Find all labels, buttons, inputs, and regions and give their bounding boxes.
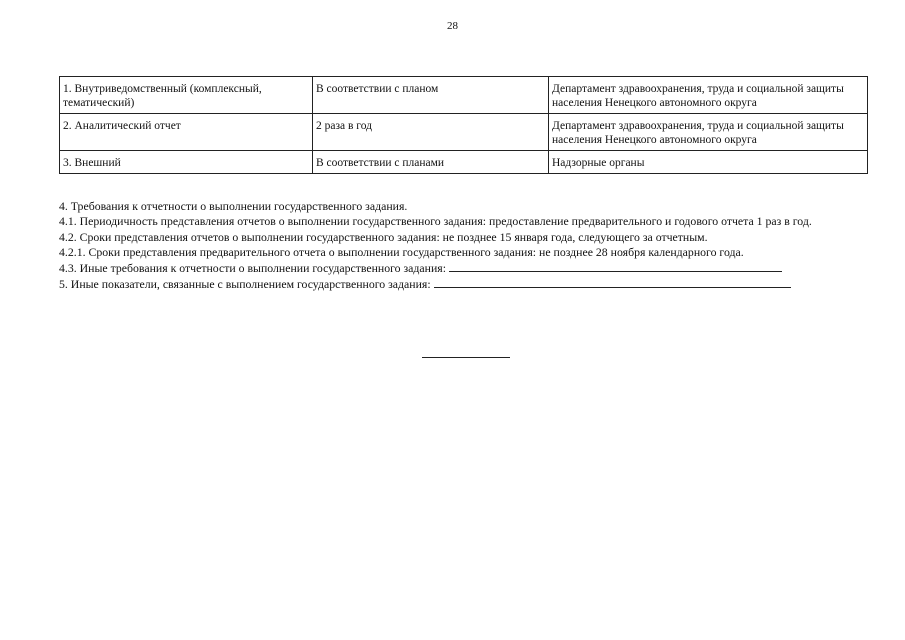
table-row bbox=[60, 77, 868, 114]
end-separator-line bbox=[422, 357, 510, 358]
page-number: 28 bbox=[447, 20, 458, 32]
control-executor-cell: Надзорные органы bbox=[549, 151, 868, 174]
table-row bbox=[60, 151, 868, 174]
control-frequency-cell: В соответствии с планом bbox=[313, 77, 549, 114]
control-form-cell: 2. Аналитический отчет bbox=[60, 114, 313, 151]
control-form-cell: 3. Внешний bbox=[60, 151, 313, 174]
requirement-4-1: 4.1. Периодичность представления отчетов о выполнении государственного задания: предоставление предварительного и годового отчета 1 раз в год. bbox=[59, 214, 812, 229]
blank-fill-line bbox=[449, 260, 782, 272]
table-row bbox=[60, 114, 868, 151]
blank-fill-line bbox=[434, 276, 791, 288]
requirement-4: 4. Требования к отчетности о выполнении государственного задания. bbox=[59, 199, 408, 213]
requirement-4-3 bbox=[59, 260, 868, 276]
requirement-5-text: 5. Иные показатели, связанные с выполнением государственного задания: bbox=[59, 277, 431, 292]
control-executor-cell: Департамент здравоохранения, труда и социальной защиты населения Ненецкого автономного округа bbox=[549, 114, 868, 151]
requirements-section bbox=[59, 199, 868, 293]
requirement-4-2-1: 4.2.1. Сроки представления предварительного отчета о выполнении государственного задания: не позднее 28 ноября календарного года. bbox=[59, 244, 744, 259]
control-executor-cell: Департамент здравоохранения, труда и социальной защиты населения Ненецкого автономного округа bbox=[549, 77, 868, 114]
requirement-5 bbox=[59, 276, 868, 292]
requirement-4-2: 4.2. Сроки представления отчетов о выполнении государственного задания: не позднее 15 января года, следующего за отчетным. bbox=[59, 229, 708, 244]
control-frequency-cell: В соответствии с планами bbox=[313, 151, 549, 174]
requirement-4-3-text: 4.3. Иные требования к отчетности о выполнении государственного задания: bbox=[59, 261, 446, 276]
control-form-cell: 1. Внутриведомственный (комплексный, тематический) bbox=[60, 77, 313, 114]
control-table bbox=[59, 76, 868, 174]
control-frequency-cell: 2 раза в год bbox=[313, 114, 549, 151]
